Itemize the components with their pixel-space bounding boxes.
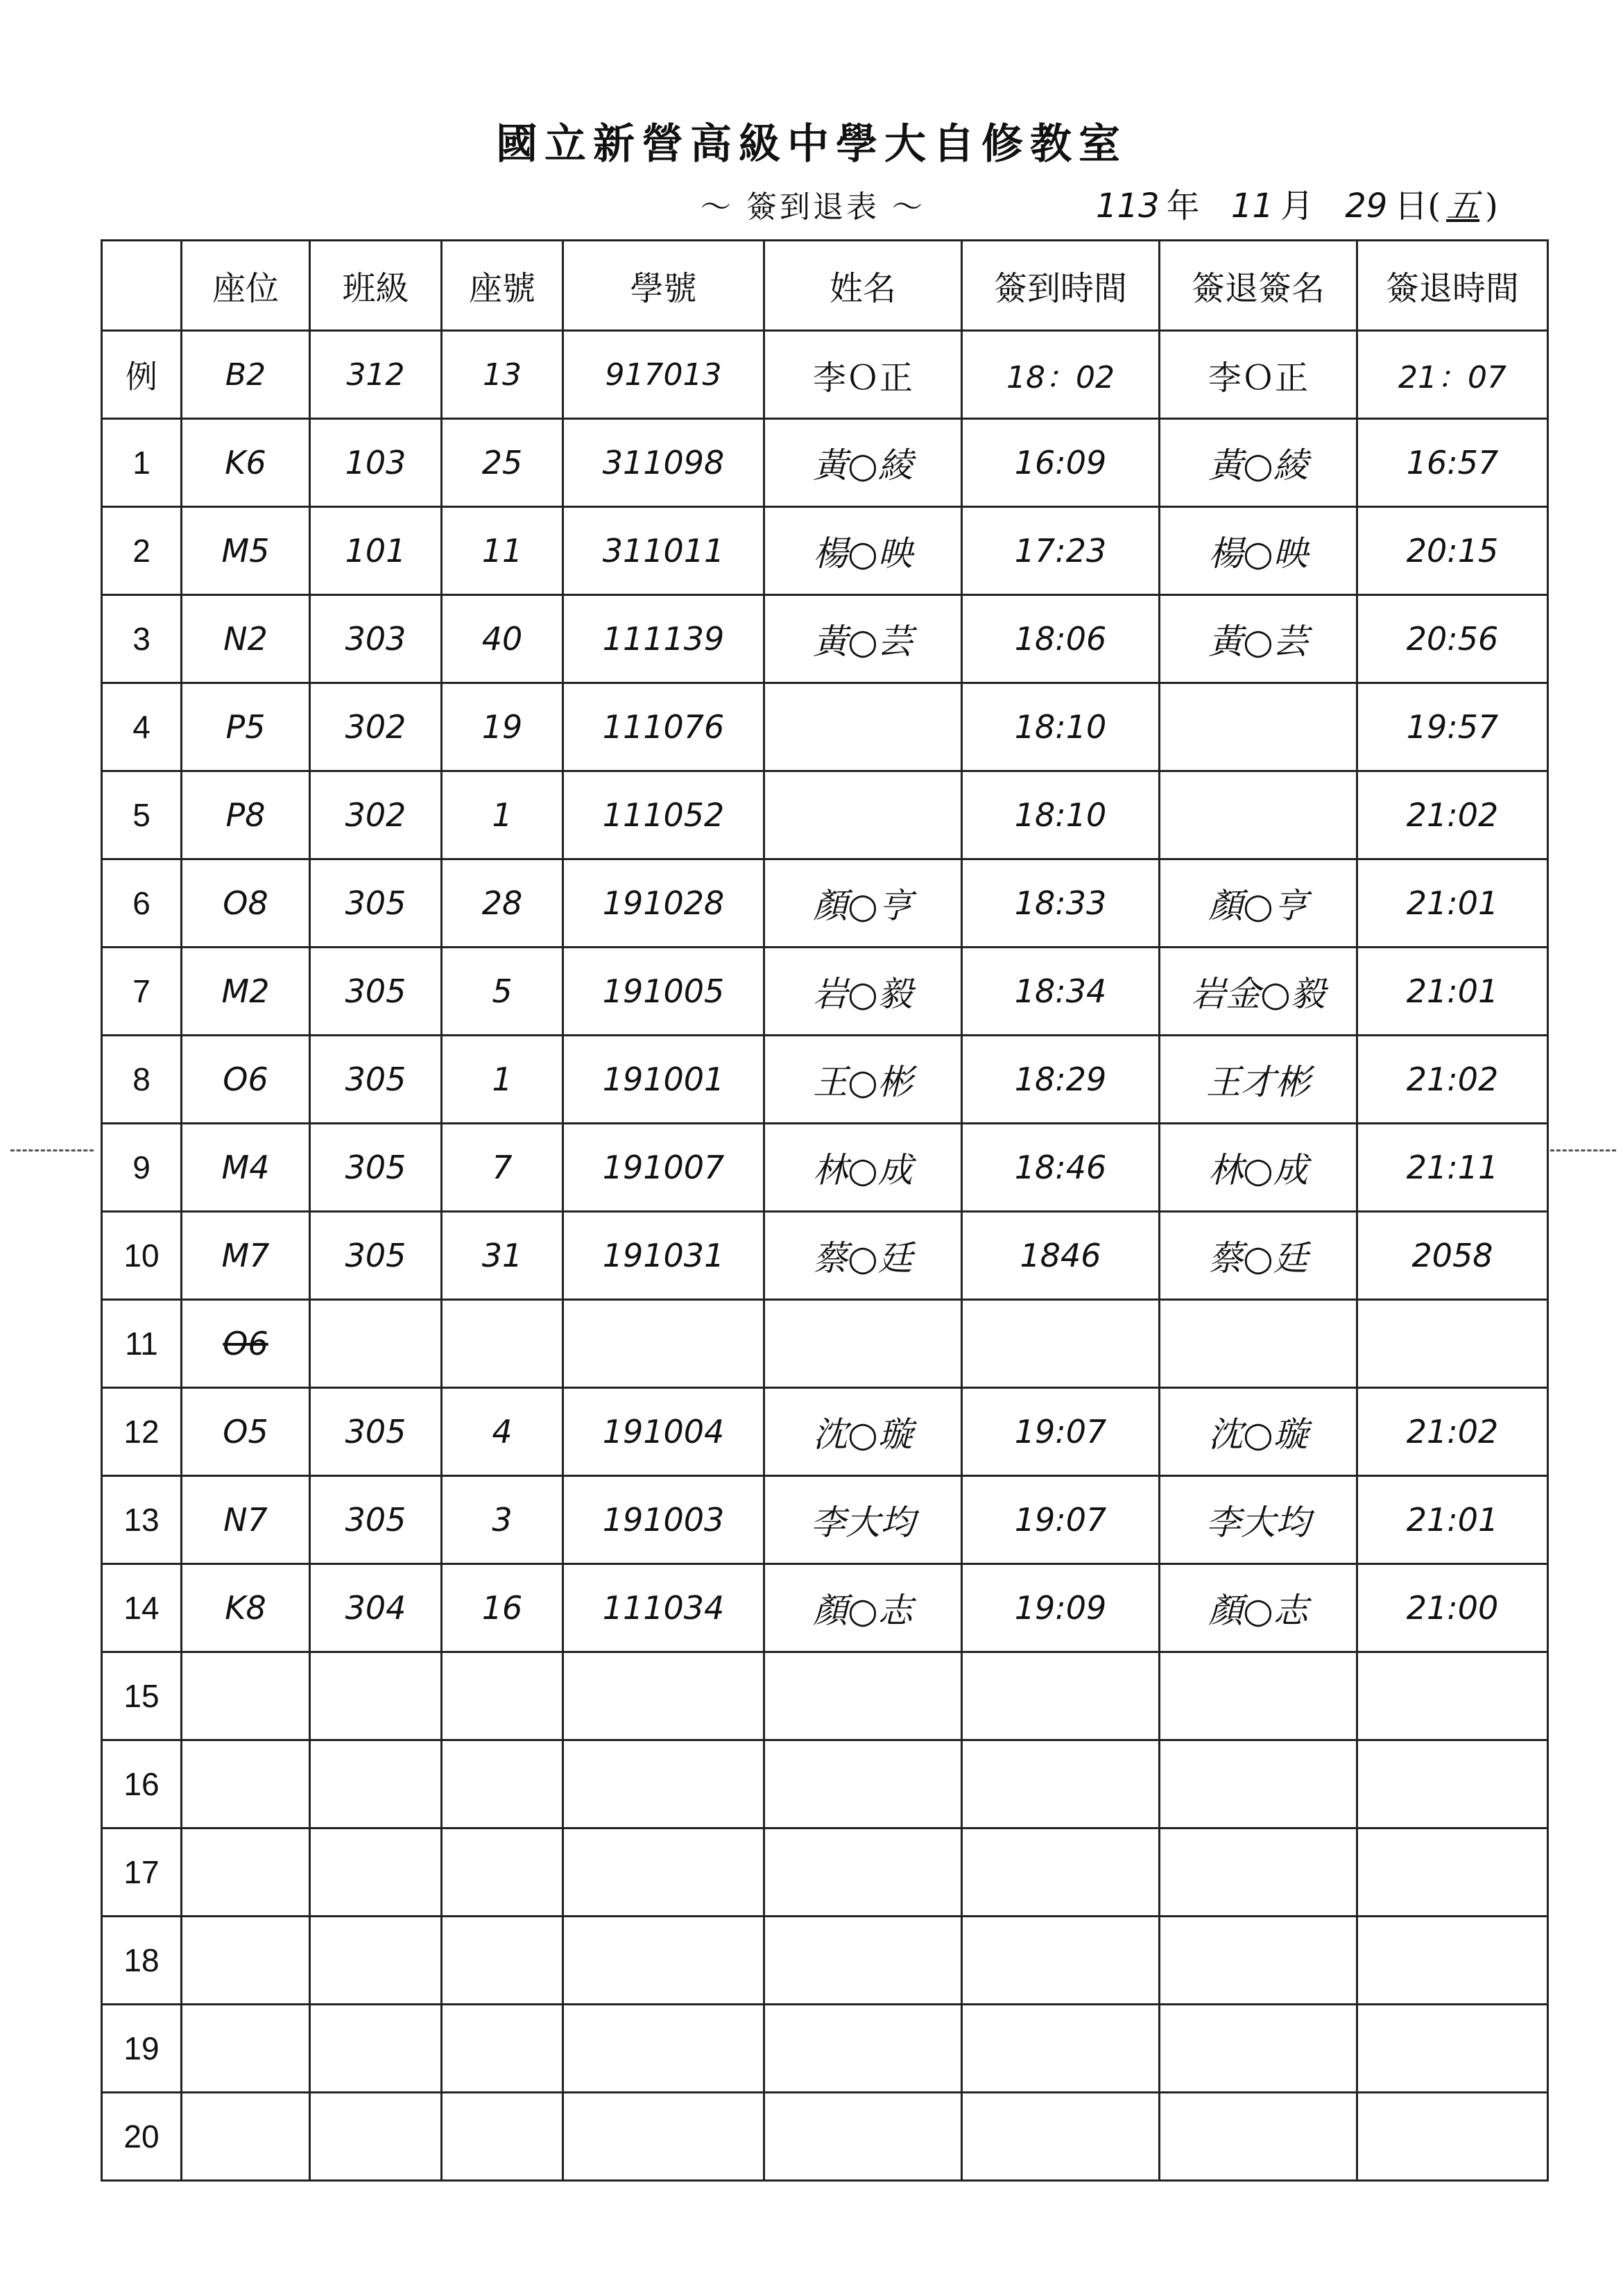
row-class: 103 (310, 419, 442, 507)
row-sign-out: 20:15 (1357, 507, 1548, 595)
row-sign-in: 18:29 (962, 1036, 1160, 1124)
row-number: 1 (442, 1036, 563, 1124)
row-student-id (563, 1300, 764, 1388)
row-sign-out (1357, 1917, 1548, 2005)
row-seat: K8 (182, 1564, 310, 1652)
row-sign-out-name (1160, 1740, 1357, 1828)
row-index: 1 (102, 419, 182, 507)
row-name: 岩○毅 (764, 948, 962, 1036)
row-number: 16 (442, 1564, 563, 1652)
date-month-unit: 月 (1280, 187, 1314, 225)
row-number: 7 (442, 1124, 563, 1212)
row-seat (182, 2005, 310, 2093)
sign-in-table (101, 239, 1549, 2182)
fold-mark-left (10, 1149, 94, 1151)
row-index: 8 (102, 1036, 182, 1124)
row-index: 15 (102, 1652, 182, 1740)
col-header-seat: 座位 (182, 241, 310, 331)
example-sign-out-name: 李Ｏ正 (1160, 331, 1357, 419)
row-number: 25 (442, 419, 563, 507)
col-header-index (102, 241, 182, 331)
row-class (310, 1652, 442, 1740)
row-class: 302 (310, 683, 442, 771)
row-seat: M5 (182, 507, 310, 595)
date-day-unit: 日 (1394, 187, 1428, 225)
row-name: 林○成 (764, 1124, 962, 1212)
row-number: 1 (442, 771, 563, 859)
row-sign-in (962, 1300, 1160, 1388)
row-class: 305 (310, 1212, 442, 1300)
row-sign-out-name (1160, 683, 1357, 771)
row-sign-out: 19:57 (1357, 683, 1548, 771)
row-student-id: 191028 (563, 859, 764, 948)
row-sign-out: 21:11 (1357, 1124, 1548, 1212)
row-index: 14 (102, 1564, 182, 1652)
row-sign-out-name: 黃○芸 (1160, 595, 1357, 683)
row-index: 2 (102, 507, 182, 595)
table-row (102, 683, 1548, 771)
row-index: 16 (102, 1740, 182, 1828)
table-row (102, 859, 1548, 948)
col-header-sign-out-name: 簽退簽名 (1160, 241, 1357, 331)
row-class (310, 2005, 442, 2093)
row-sign-in: 19:07 (962, 1388, 1160, 1476)
row-class: 304 (310, 1564, 442, 1652)
row-seat: N7 (182, 1476, 310, 1564)
row-class: 305 (310, 1476, 442, 1564)
row-class (310, 1917, 442, 2005)
table-row (102, 1036, 1548, 1124)
row-number: 3 (442, 1476, 563, 1564)
date-weekday-close: ) (1485, 187, 1498, 225)
row-sign-out (1357, 1652, 1548, 1740)
row-index: 6 (102, 859, 182, 948)
header-row (102, 241, 1548, 331)
row-seat: O8 (182, 859, 310, 948)
table-row (102, 771, 1548, 859)
table-row (102, 1124, 1548, 1212)
example-number: 13 (442, 331, 563, 419)
example-seat: B2 (182, 331, 310, 419)
row-number (442, 1917, 563, 2005)
row-sign-out: 21:02 (1357, 1036, 1548, 1124)
row-seat (182, 1740, 310, 1828)
col-header-sign-in-time: 簽到時間 (962, 241, 1160, 331)
row-sign-out-name (1160, 1917, 1357, 2005)
row-class (310, 1740, 442, 1828)
row-sign-in (962, 1828, 1160, 1917)
row-sign-out-name (1160, 1652, 1357, 1740)
row-seat (182, 1652, 310, 1740)
col-header-number: 座號 (442, 241, 563, 331)
row-seat: O6 (182, 1036, 310, 1124)
row-sign-in: 18:34 (962, 948, 1160, 1036)
row-sign-out: 21:01 (1357, 948, 1548, 1036)
row-student-id: 191005 (563, 948, 764, 1036)
row-sign-out: 21:02 (1357, 1388, 1548, 1476)
row-name: 王○彬 (764, 1036, 962, 1124)
row-name: 黃○芸 (764, 595, 962, 683)
table-row (102, 948, 1548, 1036)
row-student-id: 311098 (563, 419, 764, 507)
row-class (310, 1300, 442, 1388)
row-student-id: 111076 (563, 683, 764, 771)
row-name: 李大均 (764, 1476, 962, 1564)
row-student-id: 111052 (563, 771, 764, 859)
table-row (102, 507, 1548, 595)
row-number: 40 (442, 595, 563, 683)
table-row (102, 2005, 1548, 2093)
row-seat (182, 1828, 310, 1917)
example-sign-out: 21：07 (1357, 331, 1548, 419)
row-sign-out-name (1160, 1300, 1357, 1388)
row-student-id: 311011 (563, 507, 764, 595)
table-row (102, 1740, 1548, 1828)
row-sign-out: 21:00 (1357, 1564, 1548, 1652)
row-sign-in (962, 2005, 1160, 2093)
row-class: 303 (310, 595, 442, 683)
date-weekday: 五 (1446, 187, 1480, 225)
col-header-name: 姓名 (764, 241, 962, 331)
date-year: 113 (1096, 187, 1160, 225)
table-row (102, 419, 1548, 507)
row-sign-in: 19:09 (962, 1564, 1160, 1652)
row-sign-in: 16:09 (962, 419, 1160, 507)
row-sign-out: 21:01 (1357, 859, 1548, 948)
row-index: 10 (102, 1212, 182, 1300)
row-student-id (563, 1740, 764, 1828)
row-sign-out-name: 黃○綾 (1160, 419, 1357, 507)
row-student-id: 191004 (563, 1388, 764, 1476)
row-sign-in: 1846 (962, 1212, 1160, 1300)
row-number: 4 (442, 1388, 563, 1476)
row-seat: O6 (182, 1300, 310, 1388)
row-index: 12 (102, 1388, 182, 1476)
row-sign-out (1357, 2005, 1548, 2093)
table-row (102, 1300, 1548, 1388)
example-index: 例 (102, 331, 182, 419)
row-number (442, 1828, 563, 1917)
row-name: 沈○璇 (764, 1388, 962, 1476)
example-class: 312 (310, 331, 442, 419)
row-seat: P5 (182, 683, 310, 771)
row-number (442, 1300, 563, 1388)
row-sign-in: 18:46 (962, 1124, 1160, 1212)
sheet-subtitle: ～ 簽到退表 ～ (701, 189, 925, 225)
col-header-student-id: 學號 (563, 241, 764, 331)
row-name: 蔡○廷 (764, 1212, 962, 1300)
row-seat (182, 1917, 310, 2005)
row-index: 9 (102, 1124, 182, 1212)
row-name (764, 1740, 962, 1828)
row-sign-out-name: 李大均 (1160, 1476, 1357, 1564)
row-sign-out: 21:01 (1357, 1476, 1548, 1564)
row-student-id (563, 1828, 764, 1917)
date-year-unit: 年 (1166, 187, 1200, 225)
row-name (764, 1652, 962, 1740)
row-index: 4 (102, 683, 182, 771)
row-seat: O5 (182, 1388, 310, 1476)
row-name: 顏○志 (764, 1564, 962, 1652)
row-student-id (563, 1917, 764, 2005)
row-sign-out-name (1160, 2005, 1357, 2093)
row-number (442, 2093, 563, 2181)
row-name (764, 2005, 962, 2093)
row-sign-out-name: 王才彬 (1160, 1036, 1357, 1124)
row-number: 28 (442, 859, 563, 948)
date-line (1089, 179, 1498, 227)
row-class (310, 1828, 442, 1917)
row-student-id (563, 2093, 764, 2181)
example-sign-in: 18：02 (962, 331, 1160, 419)
date-weekday-open: ( (1427, 187, 1441, 225)
sheet-title: 國立新營高級中學大自修教室 (496, 120, 1127, 169)
table-row (102, 1476, 1548, 1564)
row-index: 19 (102, 2005, 182, 2093)
row-sign-out: 2058 (1357, 1212, 1548, 1300)
table-row (102, 595, 1548, 683)
row-sign-in (962, 1652, 1160, 1740)
row-sign-out (1357, 1828, 1548, 1917)
example-student-id: 917013 (563, 331, 764, 419)
row-class: 305 (310, 859, 442, 948)
row-sign-in: 18:10 (962, 771, 1160, 859)
row-seat: K6 (182, 419, 310, 507)
row-sign-out-name (1160, 1828, 1357, 1917)
col-header-class: 班級 (310, 241, 442, 331)
row-number: 19 (442, 683, 563, 771)
row-student-id: 191003 (563, 1476, 764, 1564)
table-row (102, 1652, 1548, 1740)
row-student-id: 191001 (563, 1036, 764, 1124)
row-sign-out: 20:56 (1357, 595, 1548, 683)
table-row (102, 1917, 1548, 2005)
fold-mark-right (1550, 1149, 1616, 1151)
row-number (442, 2005, 563, 2093)
row-seat: M2 (182, 948, 310, 1036)
row-index: 7 (102, 948, 182, 1036)
row-sign-out-name (1160, 2093, 1357, 2181)
example-name: 李Ｏ正 (764, 331, 962, 419)
row-class: 305 (310, 1036, 442, 1124)
row-name: 楊○映 (764, 507, 962, 595)
row-index: 20 (102, 2093, 182, 2181)
row-sign-out-name: 蔡○廷 (1160, 1212, 1357, 1300)
row-index: 18 (102, 1917, 182, 2005)
row-sign-out-name: 林○成 (1160, 1124, 1357, 1212)
row-sign-in (962, 1917, 1160, 2005)
row-sign-in: 19:07 (962, 1476, 1160, 1564)
row-sign-out-name: 顏○亨 (1160, 859, 1357, 948)
row-class: 305 (310, 1388, 442, 1476)
row-seat (182, 2093, 310, 2181)
row-student-id (563, 1652, 764, 1740)
table-row (102, 1212, 1548, 1300)
row-student-id: 191031 (563, 1212, 764, 1300)
row-name (764, 1828, 962, 1917)
row-number: 31 (442, 1212, 563, 1300)
row-sign-out-name: 顏○志 (1160, 1564, 1357, 1652)
row-number (442, 1740, 563, 1828)
row-index: 17 (102, 1828, 182, 1917)
row-index: 11 (102, 1300, 182, 1388)
row-sign-out-name: 岩金○毅 (1160, 948, 1357, 1036)
row-name (764, 771, 962, 859)
row-sign-out (1357, 1740, 1548, 1828)
row-seat: M4 (182, 1124, 310, 1212)
row-student-id (563, 2005, 764, 2093)
row-number: 5 (442, 948, 563, 1036)
row-seat: N2 (182, 595, 310, 683)
row-sign-out (1357, 1300, 1548, 1388)
row-index: 13 (102, 1476, 182, 1564)
row-sign-out-name: 楊○映 (1160, 507, 1357, 595)
row-name (764, 683, 962, 771)
row-student-id: 111034 (563, 1564, 764, 1652)
row-seat: M7 (182, 1212, 310, 1300)
row-sign-in (962, 2093, 1160, 2181)
row-name: 黃○綾 (764, 419, 962, 507)
row-student-id: 191007 (563, 1124, 764, 1212)
date-day: 29 (1345, 187, 1388, 225)
row-index: 5 (102, 771, 182, 859)
row-name (764, 1300, 962, 1388)
row-index: 3 (102, 595, 182, 683)
row-class: 101 (310, 507, 442, 595)
row-number: 11 (442, 507, 563, 595)
row-sign-in: 17:23 (962, 507, 1160, 595)
row-class (310, 2093, 442, 2181)
row-sign-in: 18:06 (962, 595, 1160, 683)
row-name (764, 2093, 962, 2181)
table-row (102, 1828, 1548, 1917)
row-sign-out: 16:57 (1357, 419, 1548, 507)
example-row (102, 331, 1548, 419)
row-name (764, 1917, 962, 2005)
row-sign-out (1357, 2093, 1548, 2181)
table-row (102, 1388, 1548, 1476)
row-sign-in (962, 1740, 1160, 1828)
row-seat: P8 (182, 771, 310, 859)
row-name: 顏○亨 (764, 859, 962, 948)
row-class: 302 (310, 771, 442, 859)
row-student-id: 111139 (563, 595, 764, 683)
row-sign-out: 21:02 (1357, 771, 1548, 859)
table-row (102, 1564, 1548, 1652)
col-header-sign-out-time: 簽退時間 (1357, 241, 1548, 331)
row-sign-in: 18:33 (962, 859, 1160, 948)
row-number (442, 1652, 563, 1740)
date-month: 11 (1230, 187, 1273, 225)
table-row (102, 2093, 1548, 2181)
row-sign-out-name (1160, 771, 1357, 859)
row-class: 305 (310, 1124, 442, 1212)
row-class: 305 (310, 948, 442, 1036)
row-sign-in: 18:10 (962, 683, 1160, 771)
row-sign-out-name: 沈○璇 (1160, 1388, 1357, 1476)
